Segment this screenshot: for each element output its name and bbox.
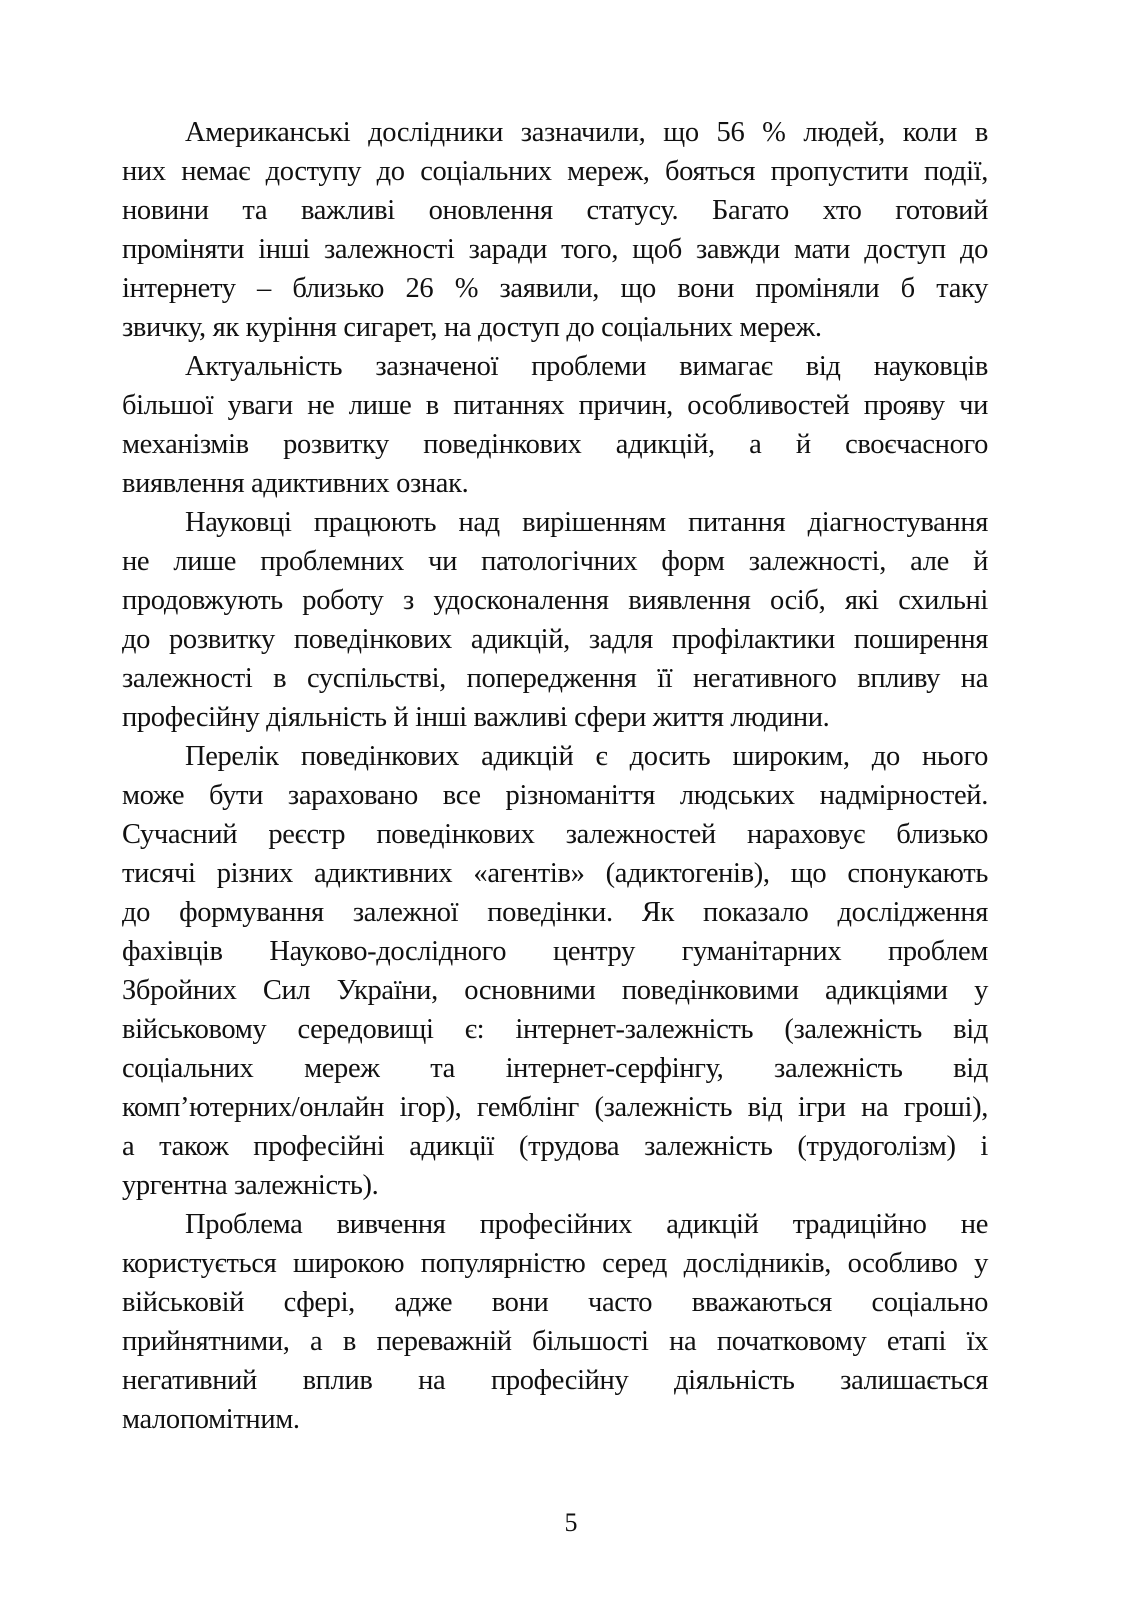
text-line: виявлення адиктивних ознак. xyxy=(122,468,469,499)
text-line: залежності в суспільстві, попередження її негативного впливу на xyxy=(122,663,988,694)
text-line: може бути зараховано все різноманіття людських надмірностей. xyxy=(122,780,988,811)
text-line: новини та важливі оновлення статусу. Багато хто готовий xyxy=(122,195,988,226)
paragraph-5 xyxy=(122,1205,988,1439)
paragraph-3 xyxy=(122,503,988,737)
text-line: Проблема вивчення професійних адикцій традиційно не xyxy=(185,1209,988,1240)
text-line: Актуальність зазначеної проблеми вимагає від науковців xyxy=(185,351,988,382)
text-line: більшої уваги не лише в питаннях причин, особливостей прояву чи xyxy=(122,390,988,421)
text-line: тисячі різних адиктивних «агентів» (адиктогенів), що спонукають xyxy=(122,858,988,889)
text-line: Збройних Сил України, основними поведінковими адикціями у xyxy=(122,975,988,1006)
text-line: них немає доступу до соціальних мереж, бояться пропустити події, xyxy=(122,156,988,187)
text-line: ургентна залежність). xyxy=(122,1170,379,1201)
text-line: Науковці працюють над вирішенням питання діагностування xyxy=(185,507,988,538)
text-line: військовій сфері, адже вони часто вважаються соціально xyxy=(122,1287,988,1318)
text-line: професійну діяльність й інші важливі сфери життя людини. xyxy=(122,702,830,733)
page-number: 5 xyxy=(564,1508,578,1537)
text-line: звичку, як куріння сигарет, на доступ до соціальних мереж. xyxy=(122,312,822,343)
text-line: військовому середовищі є: інтернет-залежність (залежність від xyxy=(122,1014,988,1045)
text-line: негативний вплив на професійну діяльність залишається xyxy=(122,1365,988,1396)
paragraph-4 xyxy=(122,737,988,1205)
text-line: до формування залежної поведінки. Як показало дослідження xyxy=(122,897,988,928)
text-line: а також професійні адикції (трудова залежність (трудоголізм) і xyxy=(122,1131,988,1162)
text-line: соціальних мереж та інтернет-серфінгу, залежність від xyxy=(122,1053,988,1084)
text-line: продовжують роботу з удосконалення виявлення осіб, які схильні xyxy=(122,585,988,616)
text-line: користується широкою популярністю серед дослідників, особливо у xyxy=(122,1248,988,1279)
text-line: фахівців Науково-дослідного центру гуманітарних проблем xyxy=(122,936,988,967)
text-line: Перелік поведінкових адикцій є досить широким, до нього xyxy=(185,741,988,772)
text-line: не лише проблемних чи патологічних форм залежності, але й xyxy=(122,546,988,577)
paragraph-2 xyxy=(122,347,988,503)
text-line: до розвитку поведінкових адикцій, задля профілактики поширення xyxy=(122,624,988,655)
text-line: механізмів розвитку поведінкових адикцій, а й своєчасного xyxy=(122,429,988,460)
text-line: малопомітним. xyxy=(122,1404,300,1435)
text-line: прийнятними, а в переважній більшості на початковому етапі їх xyxy=(122,1326,988,1357)
text-line: Американські дослідники зазначили, що 56 % людей, коли в xyxy=(185,117,988,148)
text-line: комп’ютерних/онлайн ігор), гемблінг (залежність від ігри на гроші), xyxy=(122,1092,988,1123)
text-line: Сучасний реєстр поведінкових залежностей нараховує близько xyxy=(122,819,988,850)
text-line: інтернету – близько 26 % заявили, що вони проміняли б таку xyxy=(122,273,988,304)
paragraph-1 xyxy=(122,113,988,347)
text-line: проміняти інші залежності заради того, щоб завжди мати доступ до xyxy=(122,234,988,265)
document-body xyxy=(122,113,988,1439)
